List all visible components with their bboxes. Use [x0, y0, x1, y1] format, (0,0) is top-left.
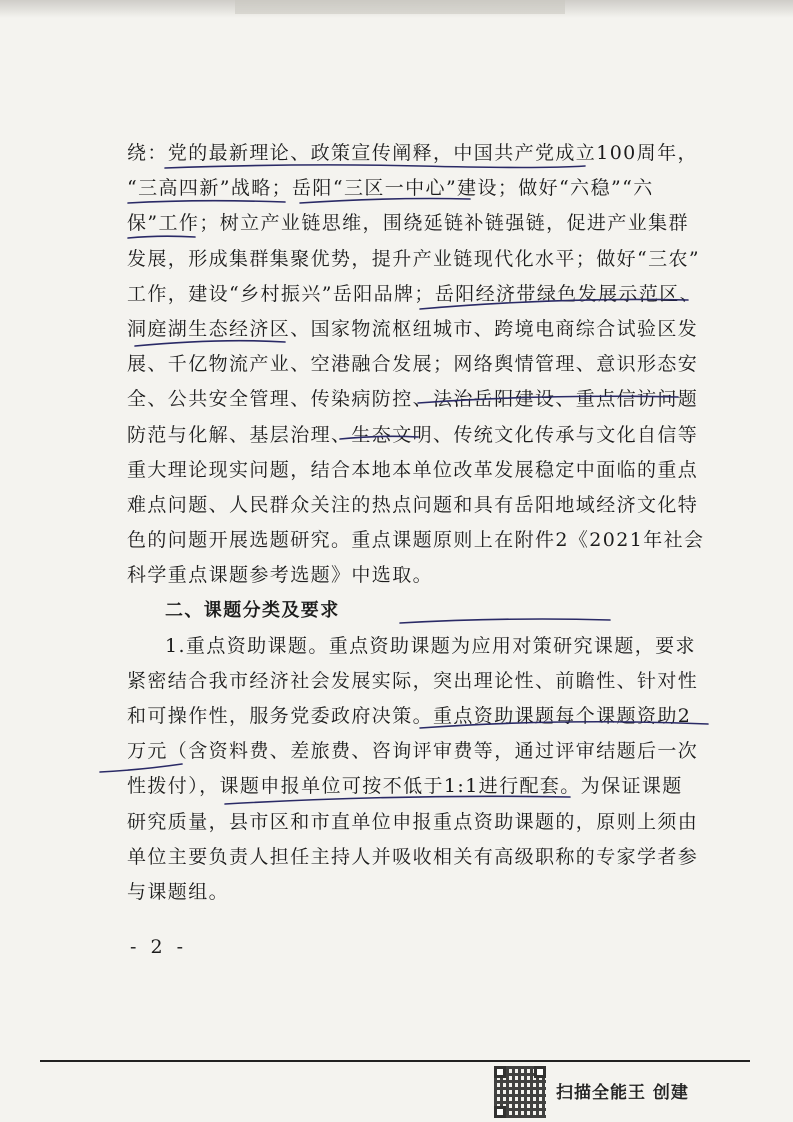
body-line: 1.重点资助课题。重点资助课题为应用对策研究课题，要求 — [165, 634, 696, 657]
body-line: 科学重点课题参考选题》中选取。 — [127, 564, 434, 587]
body-line: 展、千亿物流产业、空港融合发展；网络舆情管理、意识形态安 — [127, 353, 699, 376]
body-line: “三高四新”战略；岳阳“三区一中心”建设；做好“六稳”“六 — [127, 177, 654, 200]
scan-top-mark — [235, 0, 565, 14]
document-body — [127, 136, 705, 910]
qr-code-icon — [494, 1066, 546, 1118]
qr-finder-icon — [494, 1066, 506, 1078]
body-line: 全、公共安全管理、传染病防控、法治岳阳建设、重点信访问题 — [127, 388, 699, 411]
body-line: 万元（含资料费、差旅费、咨询评审费等，通过评审结题后一次 — [127, 740, 699, 763]
footer-divider — [40, 1060, 750, 1062]
body-line: 研究质量，县市区和市直单位申报重点资助课题的，原则上须由 — [127, 810, 699, 833]
body-line: 和可操作性，服务党委政府决策。重点资助课题每个课题资助2 — [127, 705, 692, 727]
body-line: 绕：党的最新理论、政策宣传阐释，中国共产党成立100周年， — [127, 142, 698, 164]
body-line: 工作，建设“乡村振兴”岳阳品牌；岳阳经济带绿色发展示范区、 — [127, 282, 701, 305]
body-line: 洞庭湖生态经济区、国家物流枢纽城市、跨境电商综合试验区发 — [127, 317, 699, 340]
section-heading: 二、课题分类及要求 — [165, 600, 340, 622]
body-line: 难点问题、人民群众关注的热点问题和具有岳阳地域经济文化特 — [127, 493, 699, 516]
body-line: 防范与化解、基层治理、生态文明、传统文化传承与文化自信等 — [127, 423, 699, 446]
scanner-watermark: 扫描全能王 创建 — [556, 1083, 689, 1103]
qr-finder-icon — [494, 1106, 506, 1118]
body-line: 保”工作；树立产业链思维，围绕延链补链强链，促进产业集群 — [127, 212, 689, 235]
body-line: 紧密结合我市经济社会发展实际，突出理论性、前瞻性、针对性 — [127, 669, 699, 692]
qr-finder-icon — [534, 1066, 546, 1078]
body-line: 与课题组。 — [127, 880, 230, 903]
body-line: 重大理论现实问题，结合本地本单位改革发展稳定中面临的重点 — [127, 458, 699, 481]
body-line: 性拨付），课题申报单位可按不低于1:1进行配套。为保证课题 — [127, 775, 683, 798]
body-line: 单位主要负责人担任主持人并吸收相关有高级职称的专家学者参 — [127, 845, 699, 868]
body-line: 发展，形成集群集聚优势，提升产业链现代化水平；做好“三农” — [127, 247, 701, 270]
page-number: - 2 - — [130, 936, 188, 958]
body-line: 色的问题开展选题研究。重点课题原则上在附件2《2021年社会 — [127, 529, 705, 552]
